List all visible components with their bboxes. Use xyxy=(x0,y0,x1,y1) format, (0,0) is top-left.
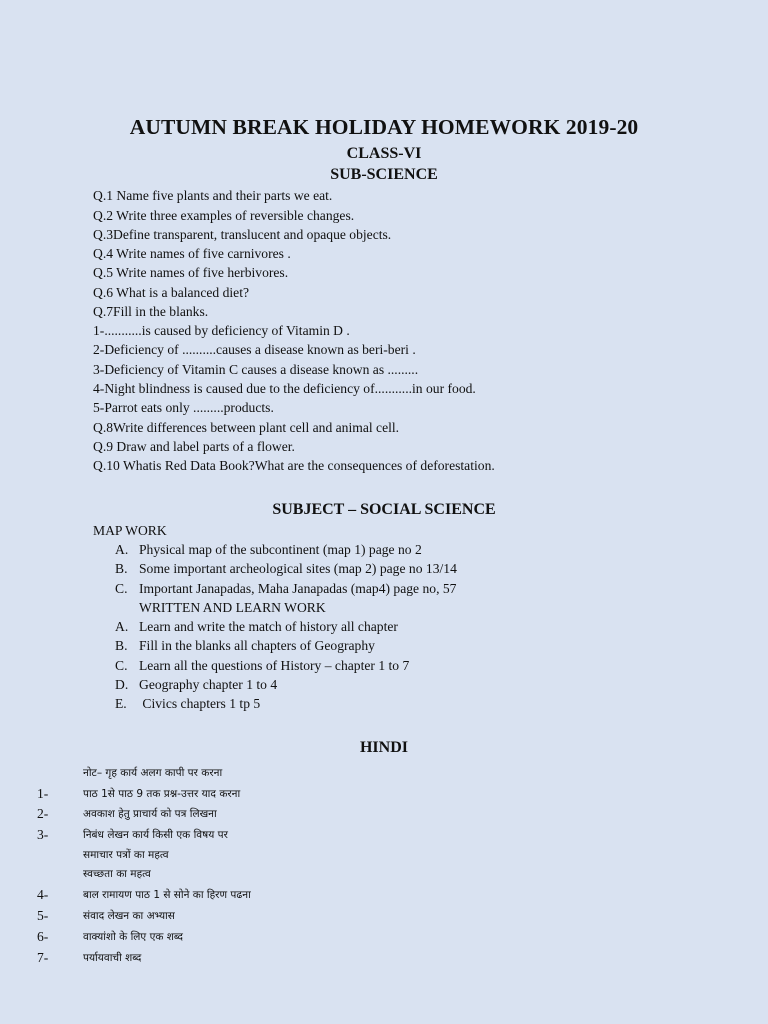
science-line: Q.3Define transparent, translucent and opaque objects. xyxy=(93,227,392,242)
hindi-item-text: संवाद लेखन का अभ्यास xyxy=(83,910,175,922)
item-marker: C. xyxy=(115,658,128,673)
hindi-item-text: स्वच्छता का महत्व xyxy=(83,868,151,880)
science-line: 2-Deficiency of ..........causes a disease known as beri-beri . xyxy=(93,342,416,357)
written-item xyxy=(115,696,260,712)
document-title: AUTUMN BREAK HOLIDAY HOMEWORK 2019-20 xyxy=(129,115,639,139)
hindi-item-number: 3- xyxy=(37,827,49,842)
hindi-item-text: निबंध लेखन कार्य किसी एक विषय पर xyxy=(83,829,228,841)
hindi-item-number: 2- xyxy=(37,806,49,821)
written-item xyxy=(115,658,409,674)
map-work-heading: MAP WORK xyxy=(93,523,167,538)
item-marker: B. xyxy=(115,638,128,653)
science-line: Q.7Fill in the blanks. xyxy=(93,304,209,319)
item-text: Civics chapters 1 tp 5 xyxy=(139,696,261,711)
item-text: Important Janapadas, Maha Janapadas (map4) page no, 57 xyxy=(139,581,457,596)
written-work-heading: WRITTEN AND LEARN WORK xyxy=(139,600,326,615)
science-line: 3-Deficiency of Vitamin C causes a disease known as ......... xyxy=(93,362,419,377)
hindi-item-text: समाचार पत्रों का महत्व xyxy=(83,849,169,861)
written-item xyxy=(115,677,277,693)
hindi-item-text: बाल रामायण पाठ 1 से सोने का हिरण पढना xyxy=(83,889,251,901)
science-line: Q.8Write differences between plant cell and animal cell. xyxy=(93,420,400,435)
science-line: Q.9 Draw and label parts of a flower. xyxy=(93,439,295,454)
hindi-item-text: पर्यायवाची शब्द xyxy=(83,952,142,964)
hindi-item-text: अवकाश हेतु प्राचार्य को पत्र लिखना xyxy=(83,808,217,820)
science-line: 1-...........is caused by deficiency of Vitamin D . xyxy=(93,323,350,338)
item-marker: B. xyxy=(115,561,128,576)
science-line: Q.5 Write names of five herbivores. xyxy=(93,265,289,280)
science-line: Q.10 Whatis Red Data Book?What are the consequences of deforestation. xyxy=(93,458,495,473)
map-item xyxy=(115,581,456,597)
item-marker: A. xyxy=(115,619,129,634)
item-text: Fill in the blanks all chapters of Geography xyxy=(139,638,375,653)
map-item xyxy=(115,542,422,558)
map-item xyxy=(115,561,457,577)
science-line: Q.6 What is a balanced diet? xyxy=(93,285,250,300)
item-text: Learn and write the match of history all chapter xyxy=(139,619,398,634)
item-marker: A. xyxy=(115,542,129,557)
science-line: 5-Parrot eats only .........products. xyxy=(93,400,274,415)
item-marker: D. xyxy=(115,677,129,692)
item-text: Geography chapter 1 to 4 xyxy=(139,677,278,692)
item-marker: C. xyxy=(115,581,128,596)
science-line: Q.2 Write three examples of reversible changes. xyxy=(93,208,355,223)
written-item xyxy=(115,638,375,654)
social-science-heading: SUBJECT – SOCIAL SCIENCE xyxy=(272,501,496,518)
science-line: Q.4 Write names of five carnivores . xyxy=(93,246,291,261)
hindi-item-number: 6- xyxy=(37,929,49,944)
item-text: Learn all the questions of History – chapter 1 to 7 xyxy=(139,658,410,673)
science-line: Q.1 Name five plants and their parts we eat. xyxy=(93,188,333,203)
hindi-item-number: 7- xyxy=(37,950,49,965)
hindi-item-number: 1- xyxy=(37,786,49,801)
item-text: Some important archeological sites (map 2) page no 13/14 xyxy=(139,561,457,576)
hindi-item-number: 5- xyxy=(37,908,49,923)
hindi-item-text: वाक्यांशो के लिए एक शब्द xyxy=(83,931,183,943)
hindi-note: नोट– गृह कार्य अलग कापी पर करना xyxy=(83,767,223,779)
item-text: Physical map of the subcontinent (map 1) page no 2 xyxy=(139,542,422,557)
hindi-heading: HINDI xyxy=(359,739,408,756)
item-marker: E. xyxy=(115,696,127,711)
hindi-item-text: पाठ 1से पाठ 9 तक प्रश्न-उत्तर याद करना xyxy=(83,788,241,800)
written-item xyxy=(115,619,398,635)
class-label: CLASS-VI xyxy=(346,145,422,162)
science-line: 4-Night blindness is caused due to the deficiency of...........in our food. xyxy=(93,381,476,396)
science-heading: SUB-SCIENCE xyxy=(330,166,438,183)
hindi-item-number: 4- xyxy=(37,887,49,902)
